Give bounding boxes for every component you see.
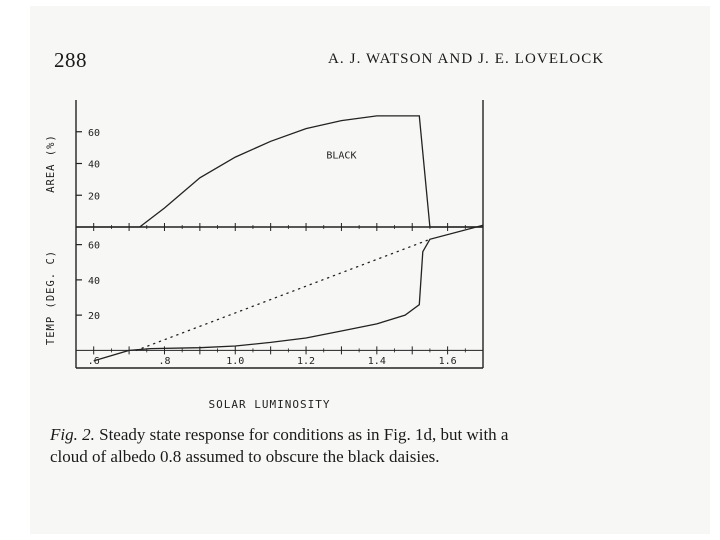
x-axis-label: SOLAR LUMINOSITY [208,398,331,411]
temp-x-tick-label: 1.4 [367,356,386,367]
temp-y-axis-label: TEMP (DEG. C) [45,249,57,346]
area-y-tick-label: 40 [88,159,101,171]
caption-label: Fig. 2. [50,425,95,444]
area-y-axis-label: AREA (%) [45,134,57,193]
temp-x-tick-label: .6 [87,356,100,367]
temp-dotted-series [136,239,430,350]
page-number: 288 [54,48,87,72]
temp-x-tick-label: .8 [158,356,171,367]
area-y-tick-label: 20 [88,191,101,203]
area-y-tick-label: 60 [88,127,101,139]
temp-y-tick-label: 20 [88,311,101,323]
figure-2-chart [40,90,500,415]
temp-panel [45,225,483,411]
area-solid-series [76,116,483,227]
temp-x-tick-label: 1.0 [226,356,245,367]
running-head: A. J. WATSON AND J. E. LOVELOCK [328,51,605,67]
area-annotation: BLACK [326,150,357,162]
temp-y-tick-label: 40 [88,275,101,287]
area-panel [45,100,483,231]
temp-y-tick-label: 60 [88,240,101,252]
caption-text: Steady state response for conditions as in Fig. 1d, but with a cloud of albedo 0.8 assumed to obscure the black daisies. [50,425,509,466]
figure-caption [50,424,550,468]
temp-x-tick-label: 1.6 [438,356,457,367]
temp-x-tick-label: 1.2 [297,356,316,367]
